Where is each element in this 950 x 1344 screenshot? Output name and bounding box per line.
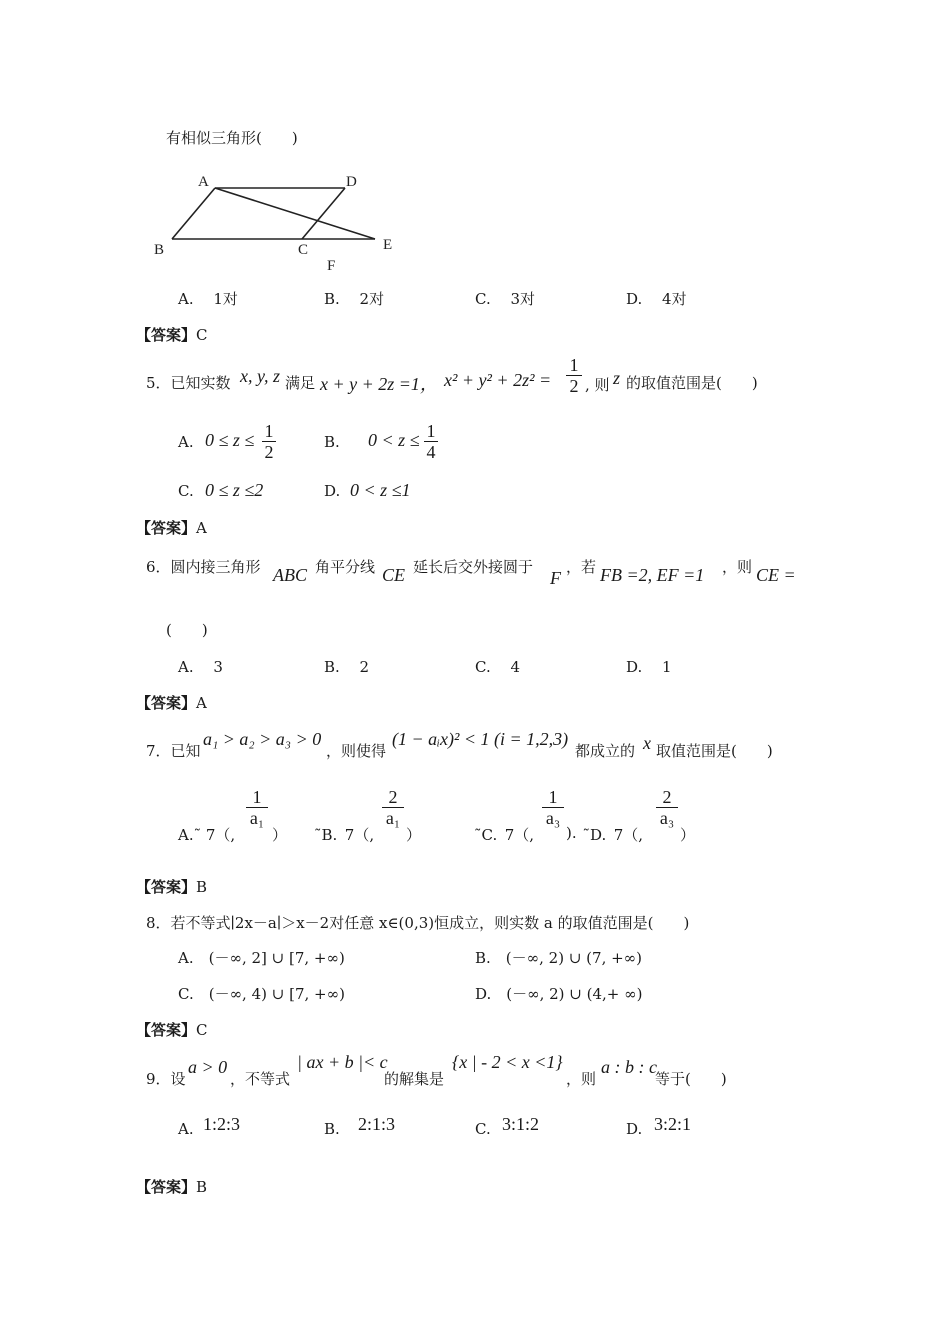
q9-number: 9．设: [146, 1070, 186, 1088]
q6-text1: 角平分线: [315, 558, 376, 576]
q4-option-b[interactable]: B. 2对: [324, 290, 385, 308]
q6-text4: ，则: [722, 558, 753, 576]
q8-option-d[interactable]: D. (－∞, 2) ∪ (4,+ ∞): [475, 985, 643, 1003]
q5-option-a-fraction: 1 2: [262, 422, 276, 461]
q9-inequality: | ax + b |< c: [297, 1052, 388, 1072]
q7-inequality: (1 − aᵢx)² < 1 (i = 1,2,3): [392, 729, 569, 749]
q9-set: {x | - 2 < x <1}: [452, 1052, 563, 1072]
q9-option-a[interactable]: 1:2:3: [203, 1114, 241, 1134]
q6-text2: 延长后交外接圆于: [413, 558, 534, 576]
label-e: E: [383, 237, 393, 253]
q5-option-a-label[interactable]: A.: [178, 433, 194, 451]
q9-option-d[interactable]: 3:2:1: [654, 1114, 692, 1134]
q6-answer: 【答案】A: [136, 694, 207, 712]
q7-option-d-fraction: 2 a₃: [656, 788, 678, 827]
q5-option-b-label[interactable]: B.: [324, 433, 340, 451]
q5-tail2: 的取值范围是( ): [626, 374, 758, 392]
q5-cond-text: 满足: [285, 374, 316, 392]
q7-option-c[interactable]: ˜C. 7（,: [474, 826, 535, 844]
q6-option-d[interactable]: D. 1: [626, 658, 672, 676]
q6-option-a[interactable]: A. 3: [178, 658, 223, 676]
q6-condition: FB =2, EF =1: [600, 565, 705, 585]
q6-number: 6．圆内接三角形: [146, 558, 261, 576]
q6-text3: ，若: [566, 558, 597, 576]
q9-option-d-label[interactable]: D.: [626, 1120, 643, 1138]
q5-option-d-label[interactable]: D.: [324, 482, 341, 500]
q9-option-b-label[interactable]: B.: [324, 1120, 340, 1138]
q4-figure: [150, 168, 410, 278]
q4-option-a[interactable]: A. 1对: [178, 290, 238, 308]
q6-f: F: [550, 568, 561, 588]
q6-option-c[interactable]: C. 4: [475, 658, 521, 676]
q5-z: z: [613, 368, 621, 388]
label-c: C: [298, 242, 309, 258]
q6-option-b[interactable]: B. 2: [324, 658, 370, 676]
q6-paren: ( ): [166, 621, 208, 639]
q5-option-b-fraction: 1 4: [424, 422, 438, 461]
q9-ratio: a : b : c: [601, 1057, 657, 1077]
label-f: F: [327, 258, 336, 274]
q5-option-d[interactable]: 0 < z ≤1: [350, 480, 411, 500]
q9-condition: a > 0: [188, 1057, 228, 1077]
q6-abc: ABC: [273, 565, 307, 585]
segment-ab: [172, 188, 215, 239]
q5-answer: 【答案】A: [136, 519, 207, 537]
q5-option-b[interactable]: 0 < z ≤: [368, 430, 420, 450]
q9-text1: ，不等式: [230, 1070, 291, 1088]
segment-dc: [302, 188, 345, 239]
q7-text3: 取值范围是( ): [656, 742, 773, 760]
q8-answer: 【答案】C: [136, 1021, 208, 1039]
q9-answer: 【答案】B: [136, 1178, 208, 1196]
q7-option-b[interactable]: ˜B. 7（,: [314, 826, 375, 844]
q7-option-b-close: ）: [406, 826, 422, 844]
q9-option-c-label[interactable]: C.: [475, 1120, 491, 1138]
q8-option-c[interactable]: C. (－∞, 4) ∪ [7, +∞): [178, 985, 345, 1003]
q7-option-c-fraction: 1 a₃: [542, 788, 564, 827]
q9-text2: 的解集是: [384, 1070, 445, 1088]
q5-option-c-label[interactable]: C.: [178, 482, 194, 500]
q9-option-c[interactable]: 3:1:2: [502, 1114, 540, 1134]
q5-number: 5．已知实数: [146, 374, 231, 392]
q6-ce: CE: [382, 565, 406, 585]
label-d: D: [346, 174, 357, 190]
q5-eq1: x + y + 2z =1，: [320, 374, 438, 394]
q9-option-b[interactable]: 2:1:3: [358, 1114, 396, 1134]
q4-option-c[interactable]: C. 3对: [475, 290, 536, 308]
q6-ce-equals: CE =: [756, 565, 796, 585]
q4-option-d[interactable]: D. 4对: [626, 290, 687, 308]
q7-option-c-close: ).: [566, 824, 577, 842]
q8-option-b[interactable]: B. (－∞, 2) ∪ (7, +∞): [475, 949, 643, 967]
label-b: B: [154, 242, 165, 258]
q7-answer: 【答案】B: [136, 878, 208, 896]
q9-text4: 等于( ): [655, 1070, 727, 1088]
q9-option-a-label[interactable]: A.: [178, 1120, 194, 1138]
label-a: A: [198, 174, 209, 190]
segment-ae: [215, 188, 375, 239]
q7-option-a[interactable]: A. ̃ 7（,: [178, 826, 236, 844]
q7-option-b-fraction: 2 a₁: [382, 788, 404, 827]
q7-option-a-close: ）: [272, 826, 288, 844]
q7-text2: 都成立的: [575, 742, 636, 760]
q4-stem: 有相似三角形( ): [166, 129, 298, 147]
q8-option-a[interactable]: A. (－∞, 2] ∪ [7, +∞): [178, 949, 345, 967]
q7-option-d[interactable]: ̃D. 7（,: [590, 826, 644, 844]
q8-stem: 8．若不等式∣2x－a∣＞x－2对任意 x∈(0,3)恒成立，则实数 a 的取值范围是( ): [146, 914, 690, 932]
q7-option-a-fraction: 1 a₁: [246, 788, 268, 827]
q7-condition: a₁ > a₂ > a₃ > 0: [203, 729, 322, 749]
q5-vars: x, y, z: [240, 366, 280, 386]
q5-eq2-fraction: 1 2: [566, 356, 582, 395]
q7-option-d-close: ）: [680, 826, 696, 844]
q7-x: x: [643, 733, 651, 753]
q7-text1: ，则使得: [326, 742, 387, 760]
q5-tail1: , 则: [585, 376, 610, 394]
q5-eq2: x² + y² + 2z² =: [444, 370, 552, 390]
q5-option-a[interactable]: 0 ≤ z ≤: [205, 430, 255, 450]
q7-number: 7．已知: [146, 742, 201, 760]
q4-answer: 【答案】C: [136, 326, 208, 344]
q5-option-c[interactable]: 0 ≤ z ≤2: [205, 480, 264, 500]
q9-text3: ，则: [566, 1070, 597, 1088]
